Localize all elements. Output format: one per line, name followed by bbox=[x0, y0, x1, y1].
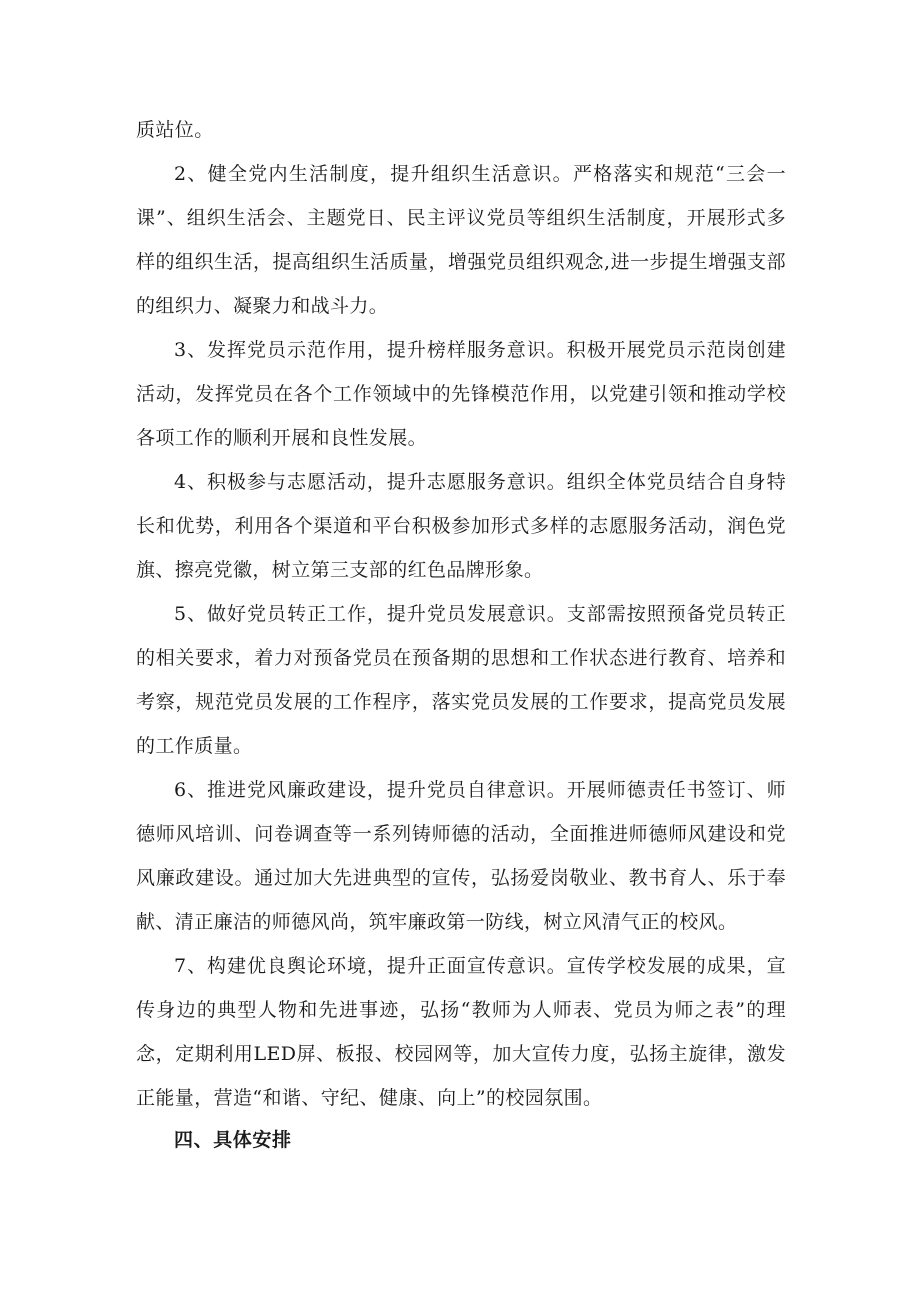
paragraph-item-3: 3、发挥党员示范作用，提升榜样服务意识。积极开展党员示范岗创建活动，发挥党员在各个工作领域中的先锋模范作用，以党建引领和推动学校各项工作的顺利开展和良性发展。 bbox=[136, 339, 786, 449]
paragraph-item-6: 6、推进党风廉政建设，提升党员自律意识。开展师德责任书签订、师德师风培训、问卷调查等一系列铸师德的活动，全面推进师德师风建设和党风廉政建设。通过加大先进典型的宣传，弘扬爱岗敬业、教书育人、乐于奉献、清正廉洁的师德风尚，筑牢廉政第一防线，树立风清气正的校风。 bbox=[136, 779, 786, 933]
paragraph-item-5: 5、做好党员转正工作，提升党员发展意识。支部需按照预备党员转正的相关要求，着力对预备党员在预备期的思想和工作状态进行教育、培养和考察，规范党员发展的工作程序，落实党员发展的工作要求，提高党员发展的工作质量。 bbox=[136, 603, 786, 757]
paragraph-item-4: 4、积极参与志愿活动，提升志愿服务意识。组织全体党员结合自身特长和优势，利用各个渠道和平台积极参加形式多样的志愿服务活动，润色党旗、擦亮党徽，树立第三支部的红色品牌形象。 bbox=[136, 471, 786, 581]
section-heading: 四、具体安排 bbox=[174, 1129, 292, 1151]
paragraph-item-2: 2、健全党内生活制度，提升组织生活意识。严格落实和规范“三会一课”、组织生活会、主题党日、民主评议党员等组织生活制度，开展形式多样的组织生活，提高组织生活质量，增强党员组织观念,进一步提生增强支部的组织力、凝聚力和战斗力。 bbox=[136, 163, 786, 317]
paragraph-item-7: 7、构建优良舆论环境，提升正面宣传意识。宣传学校发展的成果，宣传身边的典型人物和先进事迹，弘扬“教师为人师表、党员为师之表”的理念，定期利用LED屏、板报、校园网等，加大宣传力度，弘扬主旋律，激发正能量，营造“和谐、守纪、健康、向上”的校园氛围。 bbox=[136, 955, 786, 1109]
paragraph-continuation: 质站位。 bbox=[136, 119, 214, 141]
